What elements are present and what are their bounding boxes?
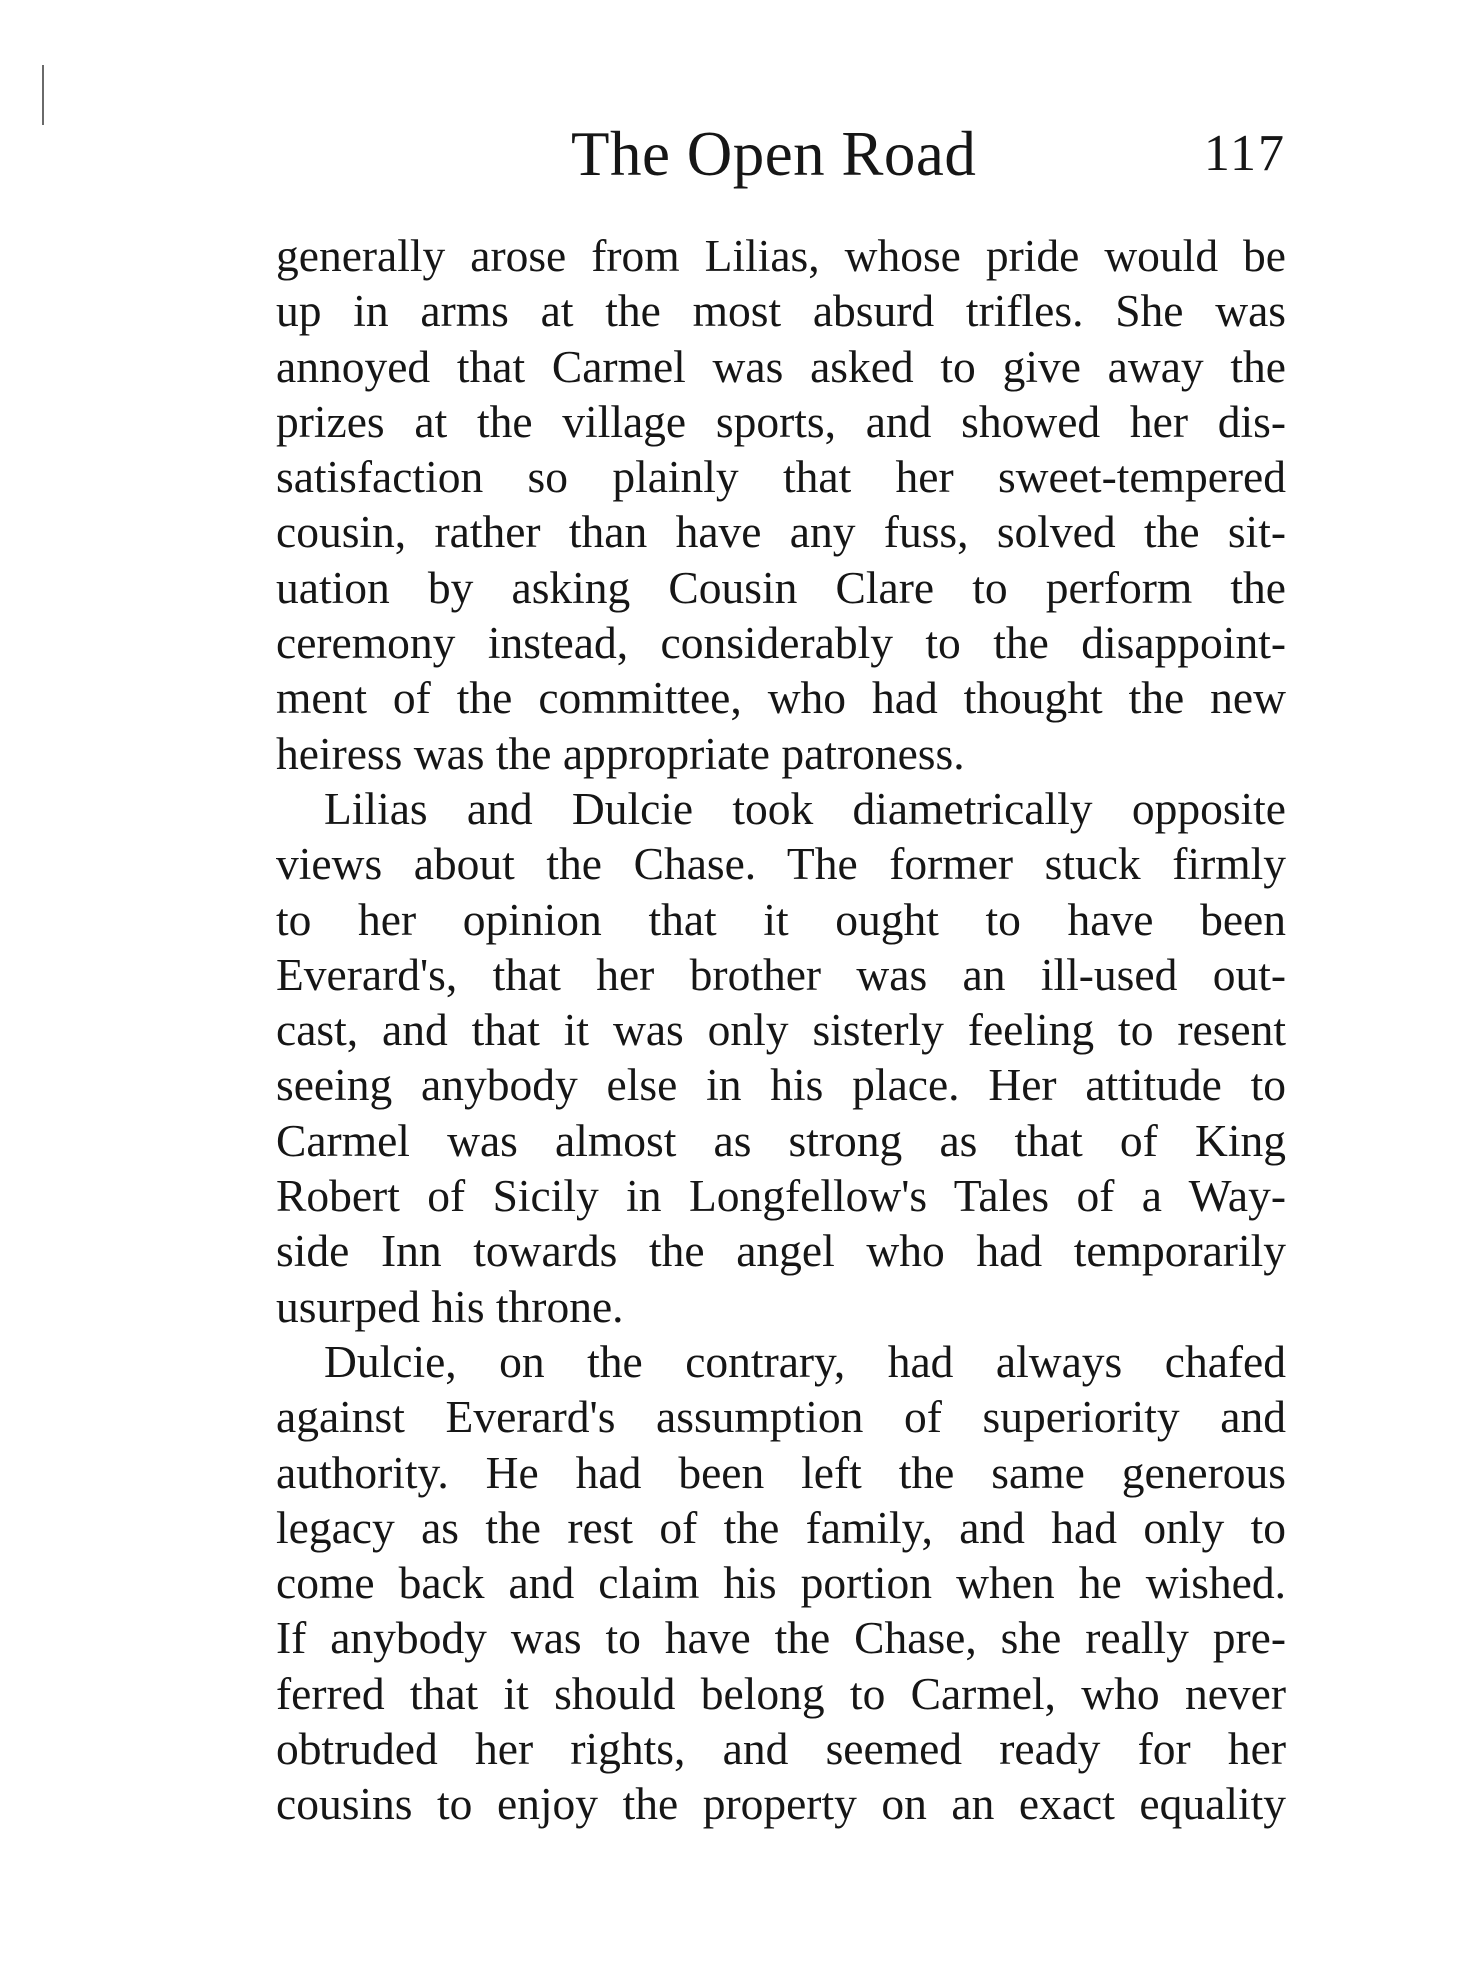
paragraph bbox=[276, 781, 1286, 1334]
page-number: 117 bbox=[1203, 125, 1286, 182]
text-line: side Inn towards the angel who had temporarily bbox=[276, 1225, 1286, 1277]
running-header bbox=[276, 118, 1286, 208]
text-line: ferred that it should belong to Carmel, who never bbox=[276, 1667, 1286, 1719]
text-line: ceremony instead, considerably to the disappoint- bbox=[276, 617, 1286, 669]
text-line: heiress was the appropriate patroness. bbox=[276, 727, 965, 779]
running-title: The Open Road bbox=[571, 119, 977, 189]
text-line: Robert of Sicily in Longfellow's Tales of a Way- bbox=[276, 1170, 1286, 1222]
text-line: Lilias and Dulcie took diametrically opposite bbox=[324, 782, 1286, 834]
text-line: obtruded her rights, and seemed ready for her bbox=[276, 1723, 1286, 1775]
text-line: come back and claim his portion when he wished. bbox=[276, 1557, 1286, 1609]
text-line: annoyed that Carmel was asked to give away the bbox=[276, 340, 1286, 392]
text-line: If anybody was to have the Chase, she really pre- bbox=[276, 1612, 1286, 1664]
text-line: ment of the committee, who had thought the new bbox=[276, 672, 1286, 724]
text-line: cousins to enjoy the property on an exact equality bbox=[276, 1778, 1286, 1830]
text-line: cast, and that it was only sisterly feeling to resent bbox=[276, 1004, 1286, 1056]
body-text bbox=[276, 228, 1286, 1832]
text-line: legacy as the rest of the family, and had only to bbox=[276, 1501, 1286, 1553]
text-line: prizes at the village sports, and showed her dis- bbox=[276, 395, 1286, 447]
text-line: Carmel was almost as strong as that of King bbox=[276, 1114, 1286, 1166]
text-line: generally arose from Lilias, whose pride would be bbox=[276, 230, 1286, 281]
text-line: authority. He had been left the same generous bbox=[276, 1446, 1286, 1498]
text-line: usurped his throne. bbox=[276, 1280, 624, 1332]
text-line: up in arms at the most absurd trifles. She was bbox=[276, 285, 1286, 337]
text-line: cousin, rather than have any fuss, solved the sit- bbox=[276, 506, 1286, 558]
text-line: against Everard's assumption of superiority and bbox=[276, 1391, 1286, 1443]
text-line: Everard's, that her brother was an ill-used out- bbox=[276, 948, 1286, 1000]
text-line: Dulcie, on the contrary, had always chafed bbox=[324, 1335, 1286, 1387]
text-line: uation by asking Cousin Clare to perform the bbox=[276, 561, 1286, 613]
text-line: satisfaction so plainly that her sweet-tempered bbox=[276, 451, 1286, 503]
text-line: to her opinion that it ought to have been bbox=[276, 893, 1286, 945]
paragraph bbox=[276, 1334, 1286, 1832]
text-line: views about the Chase. The former stuck firmly bbox=[276, 838, 1286, 890]
text-line: seeing anybody else in his place. Her attitude to bbox=[276, 1059, 1286, 1111]
paragraph bbox=[276, 228, 1286, 781]
margin-scan-mark bbox=[42, 65, 44, 125]
